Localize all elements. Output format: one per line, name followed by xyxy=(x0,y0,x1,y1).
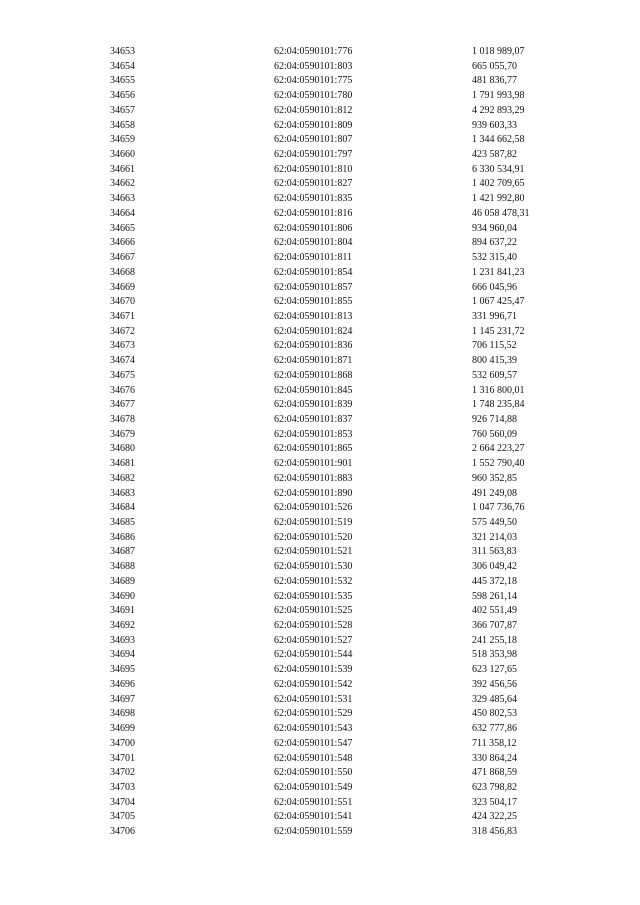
table-row xyxy=(0,501,640,516)
cadastral-number-cell: 62:04:0590101:812 xyxy=(274,104,353,116)
cadastral-number-cell: 62:04:0590101:845 xyxy=(274,384,353,396)
row-number-cell: 34702 xyxy=(110,767,135,779)
cadastral-number-cell: 62:04:0590101:535 xyxy=(274,590,353,602)
cadastral-number-cell: 62:04:0590101:836 xyxy=(274,340,353,352)
cadastral-number-cell: 62:04:0590101:855 xyxy=(274,296,353,308)
cadastral-number-cell: 62:04:0590101:526 xyxy=(274,502,353,514)
table-row xyxy=(0,236,640,251)
row-number-cell: 34701 xyxy=(110,752,135,764)
value-cell: 330 864,24 xyxy=(472,752,517,764)
cadastral-number-cell: 62:04:0590101:544 xyxy=(274,649,353,661)
row-number-cell: 34679 xyxy=(110,428,135,440)
cadastral-number-cell: 62:04:0590101:542 xyxy=(274,678,353,690)
cadastral-number-cell: 62:04:0590101:827 xyxy=(274,178,353,190)
table-row xyxy=(0,693,640,708)
row-number-cell: 34661 xyxy=(110,163,135,175)
cadastral-number-cell: 62:04:0590101:550 xyxy=(274,767,353,779)
cadastral-number-cell: 62:04:0590101:837 xyxy=(274,413,353,425)
value-cell: 711 358,12 xyxy=(472,737,517,749)
cadastral-number-cell: 62:04:0590101:541 xyxy=(274,811,353,823)
row-number-cell: 34671 xyxy=(110,310,135,322)
cadastral-number-cell: 62:04:0590101:810 xyxy=(274,163,353,175)
cadastral-number-cell: 62:04:0590101:529 xyxy=(274,708,353,720)
row-number-cell: 34688 xyxy=(110,561,135,573)
cadastral-number-cell: 62:04:0590101:813 xyxy=(274,310,353,322)
table-row xyxy=(0,148,640,163)
row-number-cell: 34694 xyxy=(110,649,135,661)
cadastral-number-cell: 62:04:0590101:527 xyxy=(274,634,353,646)
row-number-cell: 34675 xyxy=(110,369,135,381)
table-row xyxy=(0,74,640,89)
table-row xyxy=(0,60,640,75)
value-cell: 2 664 223,27 xyxy=(472,443,525,455)
row-number-cell: 34683 xyxy=(110,487,135,499)
value-cell: 760 560,09 xyxy=(472,428,517,440)
cadastral-number-cell: 62:04:0590101:519 xyxy=(274,517,353,528)
table-row xyxy=(0,310,640,325)
value-cell: 471 868,59 xyxy=(472,767,517,779)
value-cell: 666 045,96 xyxy=(472,281,517,293)
value-cell: 800 415,39 xyxy=(472,355,517,367)
cadastral-number-cell: 62:04:0590101:520 xyxy=(274,531,353,543)
table-row xyxy=(0,810,640,825)
value-cell: 1 748 235,84 xyxy=(472,399,525,411)
table-row xyxy=(0,133,640,148)
table-row xyxy=(0,192,640,207)
table-row xyxy=(0,737,640,752)
cadastral-number-cell: 62:04:0590101:883 xyxy=(274,472,353,484)
cadastral-number-cell: 62:04:0590101:807 xyxy=(274,134,353,146)
row-number-cell: 34669 xyxy=(110,281,135,293)
table-row xyxy=(0,266,640,281)
row-number-cell: 34667 xyxy=(110,252,135,264)
row-number-cell: 34677 xyxy=(110,399,135,411)
cadastral-number-cell: 62:04:0590101:543 xyxy=(274,723,353,735)
value-cell: 1 231 841,23 xyxy=(472,266,525,278)
cadastral-number-cell: 62:04:0590101:853 xyxy=(274,428,353,440)
cadastral-number-cell: 62:04:0590101:559 xyxy=(274,826,353,838)
value-cell: 1 145 231,72 xyxy=(472,325,525,337)
cadastral-number-cell: 62:04:0590101:551 xyxy=(274,796,353,808)
value-cell: 575 449,50 xyxy=(472,517,517,528)
table-row xyxy=(0,752,640,767)
table-row xyxy=(0,545,640,560)
value-cell: 934 960,04 xyxy=(472,222,517,234)
value-cell: 329 485,64 xyxy=(472,693,517,705)
value-cell: 392 456,56 xyxy=(472,678,517,690)
cadastral-number-cell: 62:04:0590101:803 xyxy=(274,60,353,72)
table-row xyxy=(0,766,640,781)
row-number-cell: 34678 xyxy=(110,413,135,425)
table-row xyxy=(0,295,640,310)
row-number-cell: 34704 xyxy=(110,796,135,808)
value-cell: 491 249,08 xyxy=(472,487,517,499)
row-number-cell: 34696 xyxy=(110,678,135,690)
table-row xyxy=(0,45,640,60)
cadastral-number-cell: 62:04:0590101:780 xyxy=(274,90,353,102)
cadastral-number-cell: 62:04:0590101:776 xyxy=(274,46,353,57)
cadastral-number-cell: 62:04:0590101:548 xyxy=(274,752,353,764)
table-row xyxy=(0,354,640,369)
table-row xyxy=(0,339,640,354)
row-number-cell: 34705 xyxy=(110,811,135,823)
table-row xyxy=(0,722,640,737)
table-row xyxy=(0,281,640,296)
value-cell: 1 791 993,98 xyxy=(472,90,525,102)
value-cell: 532 315,40 xyxy=(472,252,517,264)
table-row xyxy=(0,89,640,104)
table-row xyxy=(0,604,640,619)
row-number-cell: 34662 xyxy=(110,178,135,190)
table-row xyxy=(0,369,640,384)
row-number-cell: 34670 xyxy=(110,296,135,308)
cadastral-number-cell: 62:04:0590101:816 xyxy=(274,207,353,219)
table-row xyxy=(0,707,640,722)
table-row xyxy=(0,781,640,796)
value-cell: 532 609,57 xyxy=(472,369,517,381)
table-row xyxy=(0,177,640,192)
row-number-cell: 34653 xyxy=(110,46,135,57)
cadastral-number-cell: 62:04:0590101:549 xyxy=(274,781,353,793)
row-number-cell: 34663 xyxy=(110,193,135,205)
value-cell: 306 049,42 xyxy=(472,561,517,573)
table-row xyxy=(0,104,640,119)
value-cell: 46 058 478,31 xyxy=(472,207,530,219)
table-row xyxy=(0,575,640,590)
row-number-cell: 34674 xyxy=(110,355,135,367)
value-cell: 926 714,88 xyxy=(472,413,517,425)
table-row xyxy=(0,796,640,811)
cadastral-number-cell: 62:04:0590101:857 xyxy=(274,281,353,293)
value-cell: 331 996,71 xyxy=(472,310,517,322)
row-number-cell: 34699 xyxy=(110,723,135,735)
value-cell: 598 261,14 xyxy=(472,590,517,602)
value-cell: 1 316 800,01 xyxy=(472,384,525,396)
cadastral-number-cell: 62:04:0590101:890 xyxy=(274,487,353,499)
row-number-cell: 34682 xyxy=(110,472,135,484)
row-number-cell: 34692 xyxy=(110,620,135,632)
row-number-cell: 34676 xyxy=(110,384,135,396)
cadastral-number-cell: 62:04:0590101:871 xyxy=(274,355,353,367)
value-cell: 632 777,86 xyxy=(472,723,517,735)
cadastral-number-cell: 62:04:0590101:804 xyxy=(274,237,353,249)
value-cell: 1 402 709,65 xyxy=(472,178,525,190)
row-number-cell: 34698 xyxy=(110,708,135,720)
value-cell: 241 255,18 xyxy=(472,634,517,646)
value-cell: 939 603,33 xyxy=(472,119,517,131)
value-cell: 450 802,53 xyxy=(472,708,517,720)
row-number-cell: 34666 xyxy=(110,237,135,249)
value-cell: 402 551,49 xyxy=(472,605,517,617)
row-number-cell: 34684 xyxy=(110,502,135,514)
value-cell: 1 344 662,58 xyxy=(472,134,525,146)
table-row xyxy=(0,384,640,399)
cadastral-number-cell: 62:04:0590101:530 xyxy=(274,561,353,573)
cadastral-number-cell: 62:04:0590101:806 xyxy=(274,222,353,234)
row-number-cell: 34654 xyxy=(110,60,135,72)
value-cell: 706 115,52 xyxy=(472,340,517,352)
value-cell: 960 352,85 xyxy=(472,472,517,484)
row-number-cell: 34687 xyxy=(110,546,135,558)
cadastral-number-cell: 62:04:0590101:835 xyxy=(274,193,353,205)
table-row xyxy=(0,516,640,531)
row-number-cell: 34695 xyxy=(110,664,135,676)
table-row xyxy=(0,472,640,487)
cadastral-number-cell: 62:04:0590101:547 xyxy=(274,737,353,749)
cadastral-number-cell: 62:04:0590101:901 xyxy=(274,458,353,470)
table-row xyxy=(0,648,640,663)
table-row xyxy=(0,531,640,546)
row-number-cell: 34657 xyxy=(110,104,135,116)
table-row xyxy=(0,825,640,840)
row-number-cell: 34706 xyxy=(110,826,135,838)
row-number-cell: 34672 xyxy=(110,325,135,337)
value-cell: 445 372,18 xyxy=(472,575,517,587)
row-number-cell: 34686 xyxy=(110,531,135,543)
row-number-cell: 34665 xyxy=(110,222,135,234)
value-cell: 623 127,65 xyxy=(472,664,517,676)
row-number-cell: 34700 xyxy=(110,737,135,749)
value-cell: 423 587,82 xyxy=(472,149,517,161)
cadastral-number-cell: 62:04:0590101:824 xyxy=(274,325,353,337)
cadastral-number-cell: 62:04:0590101:809 xyxy=(274,119,353,131)
table-row xyxy=(0,251,640,266)
value-cell: 424 322,25 xyxy=(472,811,517,823)
table-row xyxy=(0,634,640,649)
value-cell: 623 798,82 xyxy=(472,781,517,793)
table-row xyxy=(0,398,640,413)
value-cell: 1 421 992,80 xyxy=(472,193,525,205)
value-cell: 1 067 425,47 xyxy=(472,296,525,308)
row-number-cell: 34656 xyxy=(110,90,135,102)
table-row xyxy=(0,590,640,605)
value-cell: 894 637,22 xyxy=(472,237,517,249)
value-cell: 318 456,83 xyxy=(472,826,517,838)
table-row xyxy=(0,163,640,178)
cadastral-number-cell: 62:04:0590101:531 xyxy=(274,693,353,705)
table-row xyxy=(0,442,640,457)
cadastral-number-cell: 62:04:0590101:525 xyxy=(274,605,353,617)
table-row xyxy=(0,487,640,502)
table-row xyxy=(0,119,640,134)
row-number-cell: 34681 xyxy=(110,458,135,470)
table-row xyxy=(0,325,640,340)
table-row xyxy=(0,619,640,634)
table-row xyxy=(0,428,640,443)
row-number-cell: 34655 xyxy=(110,75,135,87)
cadastral-number-cell: 62:04:0590101:539 xyxy=(274,664,353,676)
row-number-cell: 34680 xyxy=(110,443,135,455)
row-number-cell: 34673 xyxy=(110,340,135,352)
value-cell: 1 018 989,07 xyxy=(472,46,525,57)
row-number-cell: 34703 xyxy=(110,781,135,793)
value-cell: 323 504,17 xyxy=(472,796,517,808)
table-row xyxy=(0,413,640,428)
row-number-cell: 34659 xyxy=(110,134,135,146)
value-cell: 321 214,03 xyxy=(472,531,517,543)
row-number-cell: 34668 xyxy=(110,266,135,278)
table-row xyxy=(0,457,640,472)
row-number-cell: 34690 xyxy=(110,590,135,602)
table-row xyxy=(0,663,640,678)
row-number-cell: 34685 xyxy=(110,517,135,528)
table-row xyxy=(0,678,640,693)
data-table xyxy=(0,45,640,840)
value-cell: 311 563,83 xyxy=(472,546,517,558)
cadastral-number-cell: 62:04:0590101:521 xyxy=(274,546,353,558)
table-row xyxy=(0,560,640,575)
row-number-cell: 34660 xyxy=(110,149,135,161)
value-cell: 4 292 893,29 xyxy=(472,104,525,116)
cadastral-number-cell: 62:04:0590101:811 xyxy=(274,252,352,264)
value-cell: 481 836,77 xyxy=(472,75,517,87)
value-cell: 1 047 736,76 xyxy=(472,502,525,514)
table-row xyxy=(0,222,640,237)
value-cell: 6 330 534,91 xyxy=(472,163,525,175)
cadastral-number-cell: 62:04:0590101:854 xyxy=(274,266,353,278)
value-cell: 1 552 790,40 xyxy=(472,458,525,470)
row-number-cell: 34691 xyxy=(110,605,135,617)
row-number-cell: 34689 xyxy=(110,575,135,587)
cadastral-number-cell: 62:04:0590101:865 xyxy=(274,443,353,455)
value-cell: 366 707,87 xyxy=(472,620,517,632)
cadastral-number-cell: 62:04:0590101:528 xyxy=(274,620,353,632)
cadastral-number-cell: 62:04:0590101:797 xyxy=(274,149,353,161)
cadastral-number-cell: 62:04:0590101:775 xyxy=(274,75,353,87)
row-number-cell: 34693 xyxy=(110,634,135,646)
row-number-cell: 34664 xyxy=(110,207,135,219)
cadastral-number-cell: 62:04:0590101:532 xyxy=(274,575,353,587)
cadastral-number-cell: 62:04:0590101:868 xyxy=(274,369,353,381)
row-number-cell: 34697 xyxy=(110,693,135,705)
row-number-cell: 34658 xyxy=(110,119,135,131)
cadastral-number-cell: 62:04:0590101:839 xyxy=(274,399,353,411)
value-cell: 518 353,98 xyxy=(472,649,517,661)
table-row xyxy=(0,207,640,222)
value-cell: 665 055,70 xyxy=(472,60,517,72)
